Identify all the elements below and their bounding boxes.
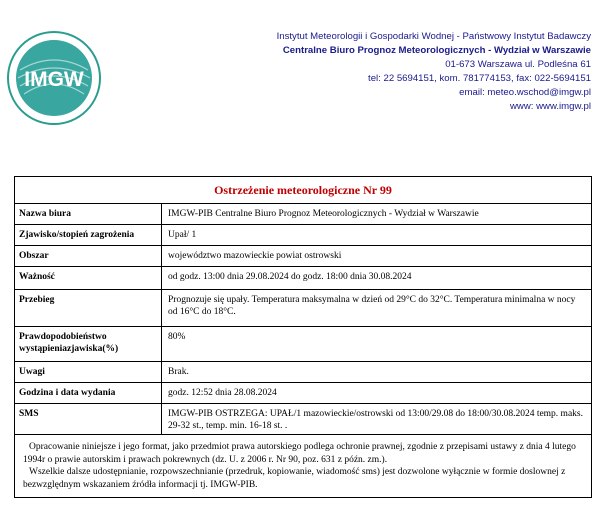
- table-row: [15, 225, 591, 246]
- table-row: [15, 327, 591, 362]
- row-value: godz. 12:52 dnia 28.08.2024: [168, 388, 277, 398]
- row-label: Nazwa biura: [15, 204, 162, 224]
- table-row: [15, 246, 591, 267]
- row-value: IMGW-PIB Centralne Biuro Prognoz Meteorologicznych - Wydział w Warszawie: [168, 209, 479, 219]
- logo-text: IMGW: [24, 68, 84, 91]
- row-label: Godzina i data wydania: [15, 383, 162, 403]
- row-label: SMS: [15, 404, 162, 434]
- row-label: Zjawisko/stopień zagrożenia: [15, 225, 162, 245]
- row-label: Prawdopodobieństwo wystąpieniazjawiska(%): [15, 327, 162, 361]
- row-value: Prognozuje się upały. Temperatura maksymalna w dzień od 29°C do 32°C. Temperatura minimalna w nocy od 16°C do 18°C.: [168, 295, 576, 317]
- address: 01-673 Warszawa ul. Podleśna 61: [445, 59, 591, 70]
- website: www: www.imgw.pl: [509, 101, 591, 112]
- institute-name: Instytut Meteorologii i Gospodarki Wodnej - Państwowy Instytut Badawczy: [276, 31, 591, 42]
- warning-table: [14, 176, 592, 498]
- row-value: województwo mazowieckie powiat ostrowski: [168, 251, 342, 261]
- table-row: [15, 362, 591, 383]
- copyright-paragraph: Opracowanie niniejsze i jego format, jako przedmiot prawa autorskiego podlega ochronie prawnej, zgodnie z przepisami ustawy z dnia 4 lutego 1994r o prawie autorskim i prawach pokrewnych (dz. U. z 2006 r. Nr 90, poz. 631 z późn. zm.).: [23, 442, 576, 465]
- row-value: Upał/ 1: [168, 230, 197, 240]
- redistribution-paragraph: Wszelkie dalsze udostępnianie, rozpowszechnianie (przedruk, kopiowanie, wiadomość sms) jest dozwolone wyłącznie w formie doslownej z bezwzględnym wskazaniem źródła informacji tj. IMGW-PIB.: [23, 467, 566, 490]
- office-name: Centralne Biuro Prognoz Meteorologicznych - Wydział w Warszawie: [282, 45, 591, 56]
- row-value: od godz. 13:00 dnia 29.08.2024 do godz. 18:00 dnia 30.08.2024: [168, 272, 412, 282]
- row-value: 80%: [168, 332, 186, 342]
- row-label: Obszar: [15, 246, 162, 266]
- table-row: [15, 267, 591, 290]
- row-label: Przebieg: [15, 290, 162, 326]
- row-value: Brak.: [168, 367, 189, 377]
- institute-info: [171, 30, 591, 114]
- table-row: [15, 383, 591, 404]
- warning-title: Ostrzeżenie meteorologiczne Nr 99: [15, 177, 591, 204]
- table-row: [15, 404, 591, 435]
- letterhead: [0, 0, 600, 160]
- email: email: meteo.wschod@imgw.pl: [459, 87, 591, 98]
- table-row: [15, 204, 591, 225]
- row-value: IMGW-PIB OSTRZEGA: UPAŁ/1 mazowieckie/ostrowski od 13:00/29.08 do 18:00/30.08.2024 temp. maks. 29-32 st., temp. min. 16-18 st. .: [168, 409, 583, 431]
- imgw-logo: [6, 30, 102, 126]
- table-row: [15, 290, 591, 327]
- row-label: Ważność: [15, 267, 162, 289]
- phone-fax: tel: 22 5694151, kom. 781774153, fax: 022-5694151: [368, 73, 591, 84]
- copyright-notice: [15, 435, 591, 497]
- row-label: Uwagi: [15, 362, 162, 382]
